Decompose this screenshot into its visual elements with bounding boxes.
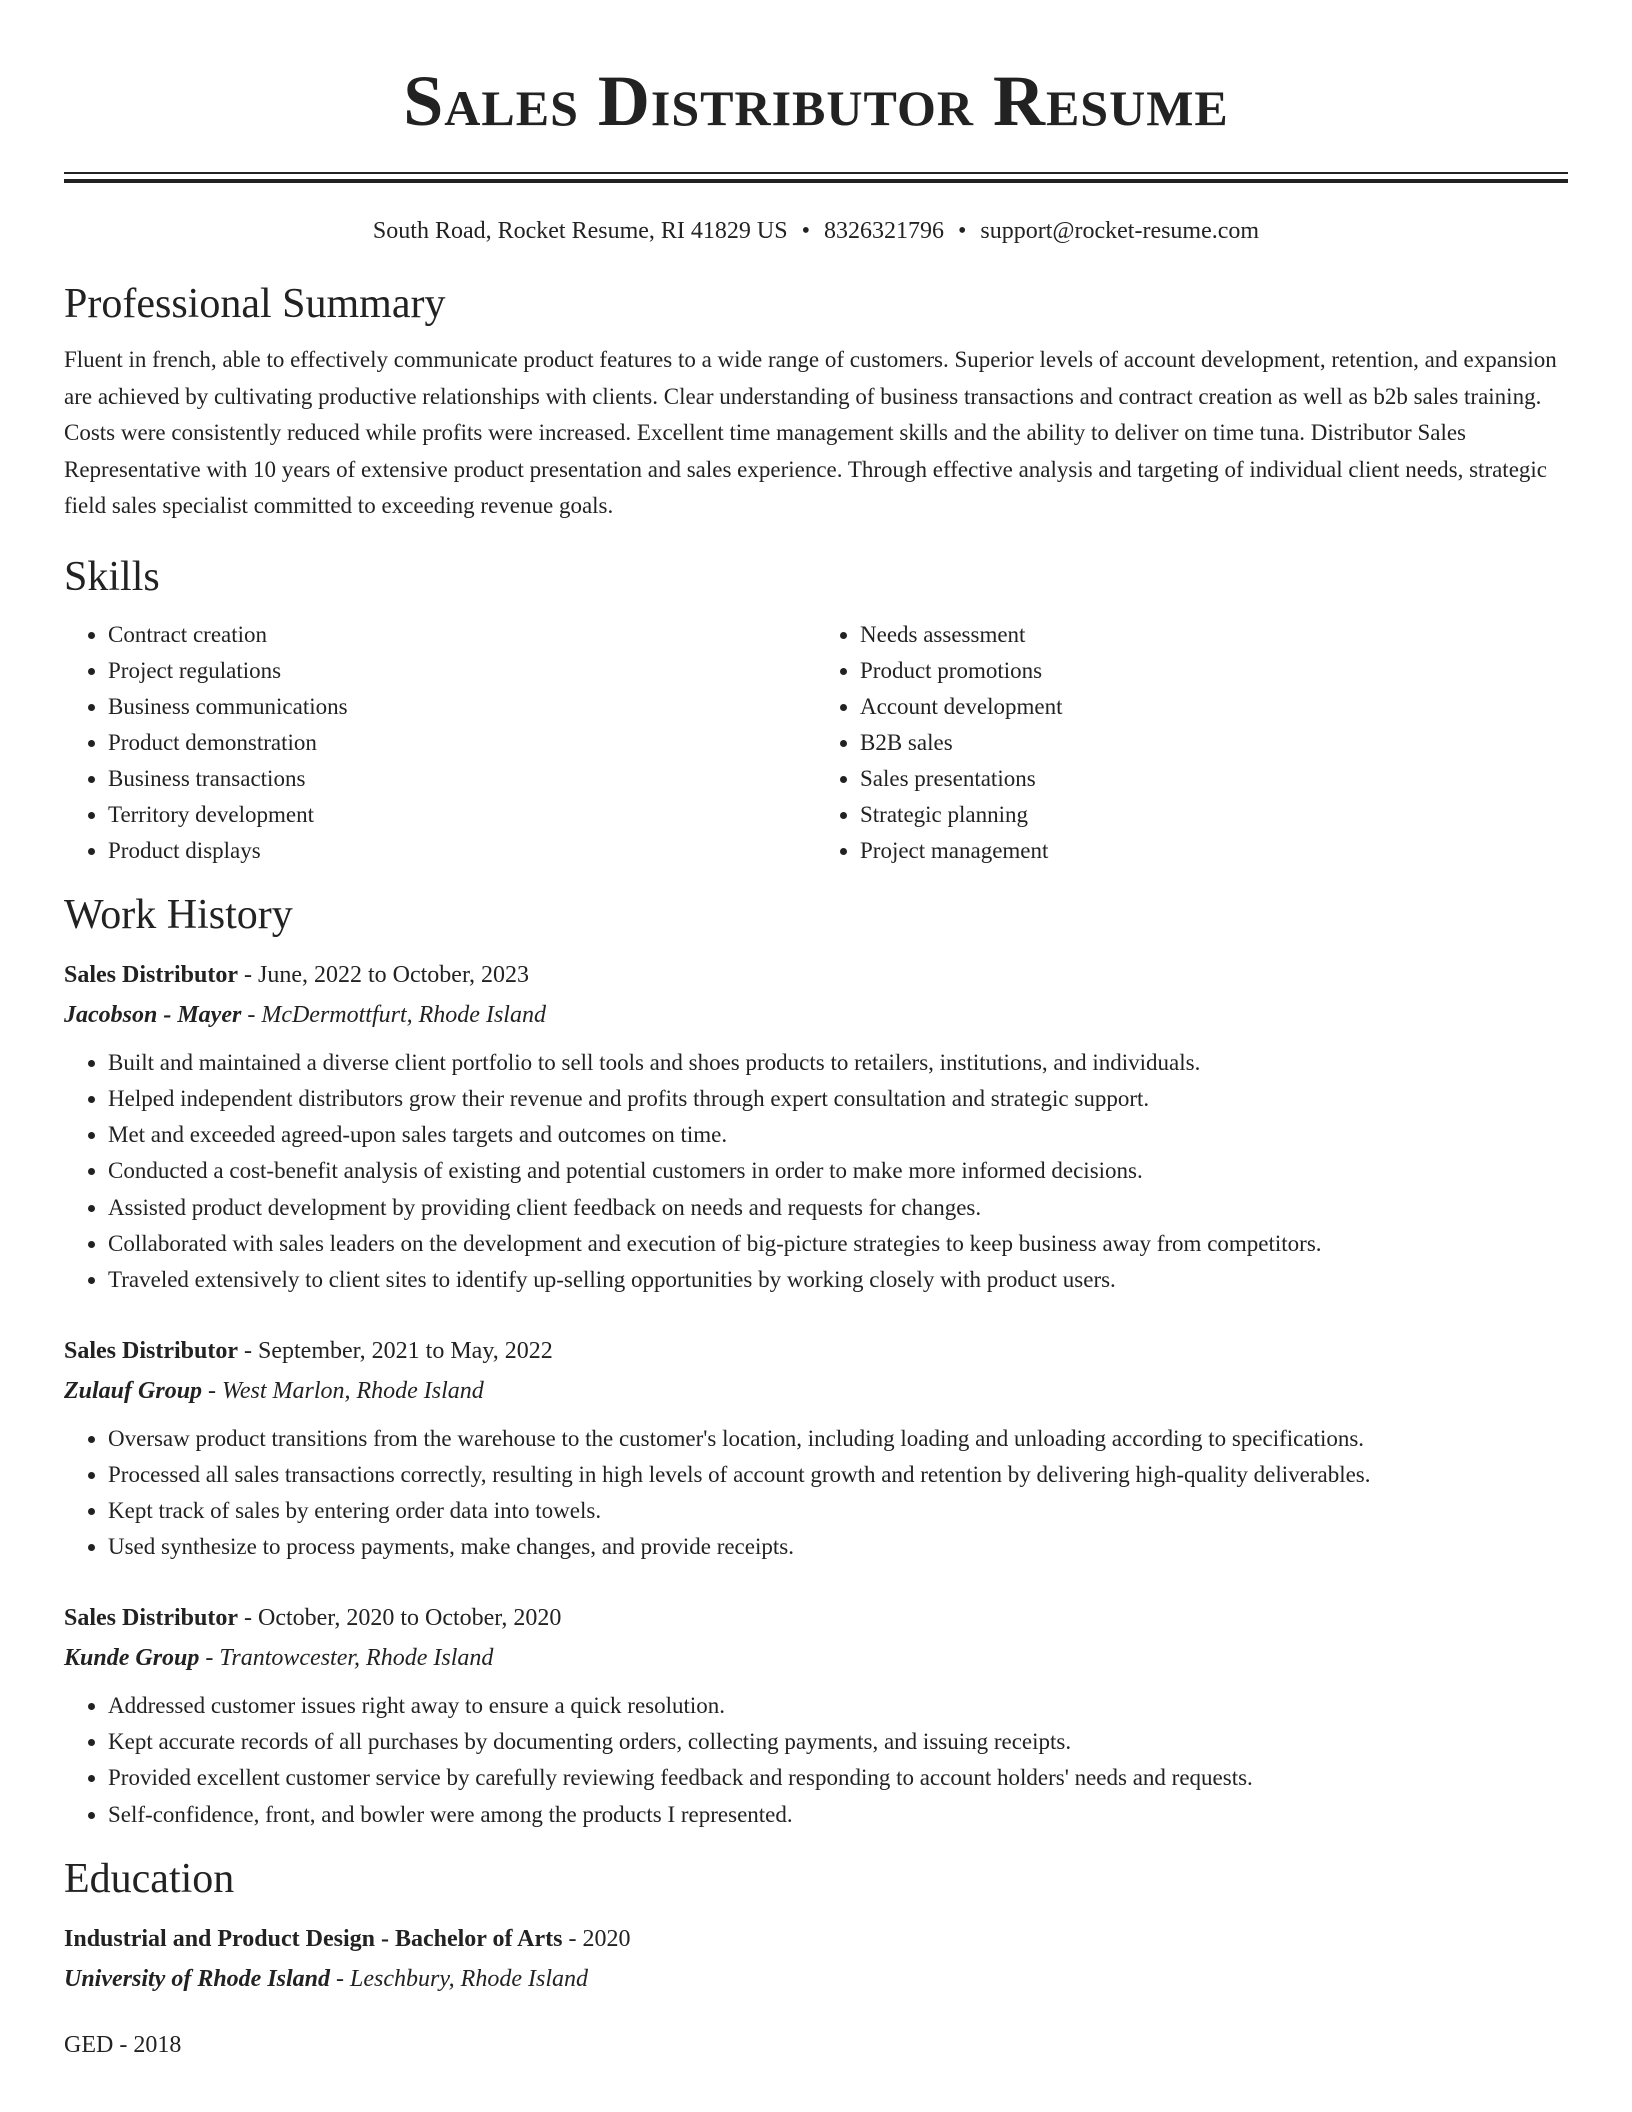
education-entry xyxy=(64,1919,1568,1999)
job-title: Sales Distributor xyxy=(64,1604,238,1631)
job-company-line xyxy=(64,1371,1568,1411)
skills-columns xyxy=(64,617,1568,869)
job-bullets xyxy=(64,1688,1568,1833)
contact-separator: • xyxy=(801,218,810,244)
job-title-line xyxy=(64,1331,1568,1371)
job-bullet: • Collaborated with sales leaders on the development and execution of big-picture strategies to keep business away from competitors. xyxy=(108,1226,1568,1262)
degree-year: - 2020 xyxy=(562,1925,631,1952)
job-bullet: • Oversaw product transitions from the warehouse to the customer's location, including loading and unloading according to specifications. xyxy=(108,1421,1568,1457)
job-entry xyxy=(64,1331,1568,1566)
job-location: - McDermottfurt, Rhode Island xyxy=(241,1001,546,1028)
degree: Industrial and Product Design - Bachelor of Arts xyxy=(64,1925,563,1952)
job-bullets xyxy=(64,1045,1568,1299)
job-entry xyxy=(64,1598,1568,1833)
skill-item: • Product promotions xyxy=(860,653,1568,689)
job-bullet: • Kept accurate records of all purchases by documenting orders, collecting payments, and issuing receipts. xyxy=(108,1724,1568,1760)
job-bullets xyxy=(64,1421,1568,1566)
job-location: - West Marlon, Rhode Island xyxy=(202,1377,484,1404)
summary-text: Fluent in french, able to effectively communicate product features to a wide range of customers. Superior levels of account development, retention, and expansion are achieved by cultivating productive relationships with clients. Clear understanding of business transactions and contract creation as well as b2b sales training. Costs were consistently reduced while profits were increased. Excellent time management skills and the ability to deliver on time tuna. Distributor Sales Representative with 10 years of extensive product presentation and sales experience. Through effective analysis and targeting of individual client needs, strategic field sales specialist committed to exceeding revenue goals. xyxy=(64,347,1557,518)
skill-item: • Project regulations xyxy=(108,653,816,689)
job-bullet: • Conducted a cost-benefit analysis of existing and potential customers in order to make more informed decisions. xyxy=(108,1153,1568,1189)
contact-email: support@rocket-resume.com xyxy=(980,218,1260,244)
job-company: Zulauf Group xyxy=(64,1377,203,1404)
school-line xyxy=(64,1959,1568,1999)
job-bullet: • Provided excellent customer service by carefully reviewing feedback and responding to account holders' needs and requests. xyxy=(108,1760,1568,1796)
page-title: Sales Distributor Resume xyxy=(403,61,1229,141)
skills-list-right xyxy=(816,617,1568,869)
job-bullet: • Kept track of sales by entering order data into towels. xyxy=(108,1493,1568,1529)
skill-item: • Product demonstration xyxy=(108,725,816,761)
skill-item: • Business transactions xyxy=(108,761,816,797)
job-bullet: • Addressed customer issues right away to ensure a quick resolution. xyxy=(108,1688,1568,1724)
title-divider-thin xyxy=(64,172,1568,174)
skill-item: • Territory development xyxy=(108,797,816,833)
job-bullet: • Helped independent distributors grow their revenue and profits through expert consultation and strategic support. xyxy=(108,1081,1568,1117)
job-entry xyxy=(64,955,1568,1299)
job-company: Jacobson - Mayer xyxy=(64,1001,242,1028)
job-dates: - October, 2020 to October, 2020 xyxy=(238,1604,562,1631)
work-history-heading: Work History xyxy=(64,891,293,938)
contact-address: South Road, Rocket Resume, RI 41829 US xyxy=(372,218,788,244)
contact-phone: 8326321796 xyxy=(823,218,944,244)
job-bullet: • Met and exceeded agreed-upon sales targets and outcomes on time. xyxy=(108,1117,1568,1153)
job-company-line xyxy=(64,1638,1568,1678)
job-bullet: • Used synthesize to process payments, make changes, and provide receipts. xyxy=(108,1529,1568,1565)
job-bullet: • Assisted product development by providing client feedback on needs and requests for changes. xyxy=(108,1190,1568,1226)
job-location: - Trantowcester, Rhode Island xyxy=(199,1644,494,1671)
skill-item: • Strategic planning xyxy=(860,797,1568,833)
job-title-line xyxy=(64,1598,1568,1638)
job-dates: - June, 2022 to October, 2023 xyxy=(238,961,529,988)
job-bullet: • Self-confidence, front, and bowler were among the products I represented. xyxy=(108,1797,1568,1833)
skill-item: • Business communications xyxy=(108,689,816,725)
skills-list-left xyxy=(64,617,816,869)
skill-item: • Needs assessment xyxy=(860,617,1568,653)
job-bullet: • Built and maintained a diverse client portfolio to sell tools and shoes products to retailers, institutions, and individuals. xyxy=(108,1045,1568,1081)
school: University of Rhode Island xyxy=(64,1965,331,1992)
job-company: Kunde Group xyxy=(64,1644,200,1671)
skills-heading: Skills xyxy=(64,553,160,600)
title-divider-thick xyxy=(64,179,1568,183)
education-entry-partial: GED - 2018 xyxy=(64,2031,182,2058)
skill-item: • Product displays xyxy=(108,833,816,869)
contact-separator: • xyxy=(957,218,967,244)
spacer xyxy=(64,1566,1568,1598)
skill-item: • Sales presentations xyxy=(860,761,1568,797)
job-title: Sales Distributor xyxy=(64,1337,238,1364)
job-bullet: • Processed all sales transactions correctly, resulting in high levels of account growth and retention by delivering high-quality deliverables. xyxy=(108,1457,1568,1493)
job-title: Sales Distributor xyxy=(64,961,238,988)
job-title-line xyxy=(64,955,1568,995)
skill-item: • Account development xyxy=(860,689,1568,725)
contact-line xyxy=(64,216,1568,246)
skill-item: • Project management xyxy=(860,833,1568,869)
degree-line xyxy=(64,1919,1568,1959)
summary-heading: Professional Summary xyxy=(64,281,446,327)
skill-item: • Contract creation xyxy=(108,617,816,653)
job-company-line xyxy=(64,995,1568,1035)
job-dates: - September, 2021 to May, 2022 xyxy=(238,1337,553,1364)
education-heading: Education xyxy=(64,1855,235,1902)
skill-item: • B2B sales xyxy=(860,725,1568,761)
school-location: - Leschbury, Rhode Island xyxy=(330,1965,588,1992)
spacer xyxy=(64,1299,1568,1331)
job-bullet: • Traveled extensively to client sites to identify up-selling opportunities by working closely with product users. xyxy=(108,1262,1568,1298)
